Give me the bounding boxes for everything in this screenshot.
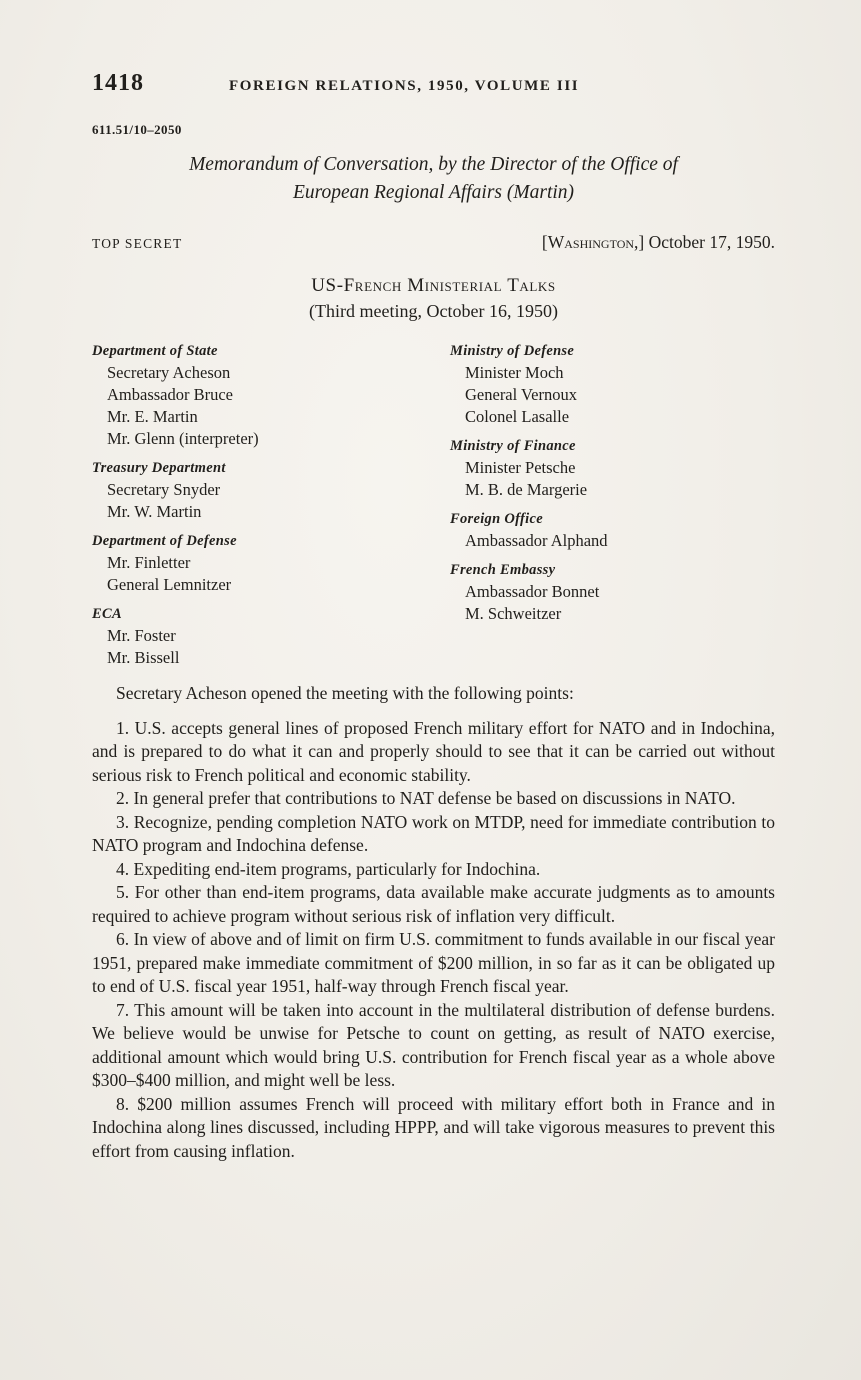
participant-group-name: Department of State — [92, 343, 218, 359]
participants-left-column — [92, 340, 450, 669]
participant-group-treasury — [92, 457, 450, 523]
participant-name: Mr. E. Martin — [107, 407, 198, 426]
participant-group-name: Ministry of Finance — [450, 438, 576, 454]
participant-name: Mr. Finletter — [107, 553, 191, 572]
participant-group-name: French Embassy — [450, 562, 556, 578]
body-paragraph-4: 4. Expediting end-item programs, particularly for Indochina. — [116, 858, 541, 879]
participant-name: Secretary Snyder — [107, 480, 221, 499]
participant-name: Ambassador Bruce — [107, 385, 234, 404]
participant-group-eca — [92, 603, 450, 669]
participant-name: Mr. Foster — [107, 626, 176, 645]
body-paragraph-7: 7. This amount will be taken into account in the multilateral distribution of defense burdens. We believe would be unwise for Petsche to count on getting, as result of NATO exercise, additional amount which would bring U.S. contribution for French fiscal year as a whole above $300–$400 million, and might well be less. — [92, 999, 775, 1090]
participant-name: Minister Moch — [465, 363, 564, 382]
body-paragraph-8: 8. $200 million assumes French will proceed with military effort both in France and in Indochina along lines discussed, including HPPP, and will take vigorous measures to prevent this effort from causing inflation. — [92, 1093, 775, 1161]
classification-label: TOP SECRET — [92, 236, 183, 251]
document-title-line1: Memorandum of Conversation, by the Director of the Office of — [189, 154, 678, 175]
document-title — [92, 151, 775, 207]
body-paragraph-3: 3. Recognize, pending completion NATO work on MTDP, need for immediate contribution to NATO program and Indochina defense. — [92, 811, 775, 855]
page-header — [92, 70, 775, 97]
classification-dateline-row — [92, 232, 775, 253]
body-paragraph-1: 1. U.S. accepts general lines of proposed French military effort for NATO and in Indochina, and is prepared to do what it can and properly should to see that it can be carried out without serious risk to French political and economic stability. — [92, 717, 775, 785]
participant-group-defense-us — [92, 530, 450, 596]
participant-group-name: ECA — [92, 606, 122, 622]
participant-group-name: Department of Defense — [92, 533, 237, 549]
document-reference-number: 611.51/10–2050 — [92, 122, 182, 137]
document-body — [92, 682, 775, 1163]
participant-name: Secretary Acheson — [107, 363, 231, 382]
dateline-place: [Washington,] — [541, 232, 645, 252]
participant-name: Minister Petsche — [465, 458, 576, 477]
participant-group-finance — [450, 435, 775, 501]
participant-name: General Vernoux — [465, 385, 577, 404]
page-number: 1418 — [92, 70, 144, 96]
participant-group-name: Treasury Department — [92, 460, 226, 476]
body-paragraph-5: 5. For other than end-item programs, data available make accurate judgments as to amounts required to achieve program without serious risk of inflation very difficult. — [92, 882, 775, 926]
participant-name: Mr. W. Martin — [107, 502, 202, 521]
participant-name: M. B. de Margerie — [465, 480, 588, 499]
meeting-subtitle: (Third meeting, October 16, 1950) — [309, 301, 558, 321]
intro-paragraph: Secretary Acheson opened the meeting with the following points: — [116, 683, 574, 703]
participant-name: Mr. Glenn (interpreter) — [107, 429, 259, 448]
participant-group-state — [92, 340, 450, 450]
participants-right-column — [450, 340, 775, 669]
meeting-title: US-French Ministerial Talks — [311, 275, 556, 296]
participant-group-defense-fr — [450, 340, 775, 428]
participant-group-name: Foreign Office — [450, 511, 543, 527]
participant-group-french-embassy — [450, 559, 775, 625]
dateline — [542, 232, 775, 253]
participant-name: Colonel Lasalle — [465, 407, 570, 426]
running-head: FOREIGN RELATIONS, 1950, VOLUME III — [229, 78, 580, 94]
participant-name: M. Schweitzer — [465, 604, 562, 623]
body-paragraph-6: 6. In view of above and of limit on firm U.S. commitment to funds available in our fiscal year 1951, prepared make immediate commitment of $200 million, in so far as it can be obligated up to end of U.S. fiscal year 1951, half-way through French fiscal year. — [92, 929, 775, 996]
dateline-date: October 17, 1950. — [644, 232, 775, 252]
participant-name: Ambassador Bonnet — [465, 582, 600, 601]
participant-name: Ambassador Alphand — [465, 531, 608, 550]
participants-list — [92, 340, 775, 669]
body-paragraph-2: 2. In general prefer that contributions to NAT defense be based on discussions in NATO. — [116, 788, 736, 808]
participant-group-name: Ministry of Defense — [450, 343, 575, 359]
document-title-line2: European Regional Affairs (Martin) — [292, 182, 575, 203]
participant-group-foreign-office — [450, 508, 775, 552]
participant-name: Mr. Bissell — [107, 648, 180, 667]
participant-name: General Lemnitzer — [107, 575, 232, 594]
